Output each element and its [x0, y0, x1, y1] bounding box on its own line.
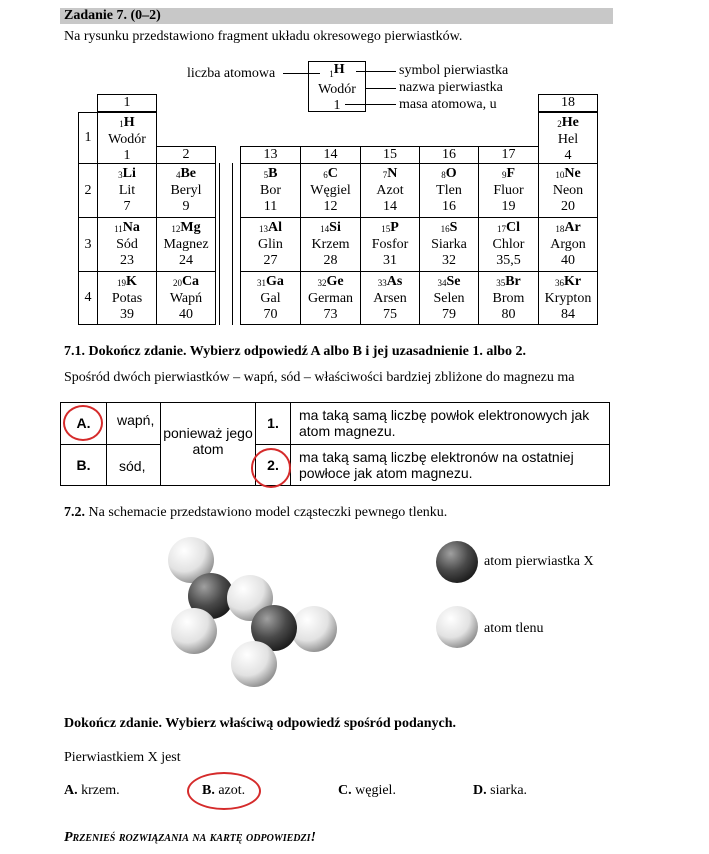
atomic-mass: 24 [179, 253, 193, 268]
atomic-number: 20 [172, 278, 182, 288]
q72-option-b-letter: B. [202, 783, 215, 798]
element-symbol: Be [180, 166, 197, 181]
element-symbol: Ge [326, 274, 344, 289]
period-number-4: 4 [78, 271, 98, 325]
element-symbol: Na [122, 220, 140, 235]
period-number-2: 2 [78, 163, 98, 218]
q72-title-number: 7.2. [64, 505, 85, 520]
element-name: Selen [433, 291, 465, 306]
element-name: Tlen [436, 183, 462, 198]
element-symbol: P [390, 220, 399, 235]
element-name: German [307, 291, 354, 306]
element-symbol: Se [446, 274, 461, 289]
q71-reason-1-text: ma taką samą liczbę powłok elektronowych jak atom magnezu. [290, 402, 610, 445]
atomic-number: 33 [377, 278, 387, 288]
legend-oxygen-label: atom tlenu [484, 621, 544, 636]
element-name: Hel [557, 132, 579, 147]
legend-name-label: nazwa pierwiastka [399, 80, 503, 95]
atomic-number: 16 [440, 224, 450, 234]
element-name: Krzem [311, 237, 350, 252]
atomic-mass: 11 [263, 199, 278, 214]
atomic-mass: 28 [323, 253, 338, 268]
element-name: Glin [258, 237, 283, 252]
atomic-mass: 14 [383, 199, 397, 214]
element-symbol: B [268, 166, 278, 181]
group-header-6: 16 [419, 146, 479, 164]
atomic-mass: 19 [501, 199, 516, 214]
atomic-mass: 40 [561, 253, 575, 268]
atomic-mass: 80 [501, 307, 516, 322]
q72-option-a-text: krzem. [81, 783, 120, 798]
atomic-mass: 73 [323, 307, 338, 322]
answer-circle-b [187, 772, 261, 810]
oxygen-atom [231, 641, 277, 687]
oxygen-atom [291, 606, 337, 652]
legend-x-atom [436, 541, 478, 583]
legend-symbol-label: symbol pierwiastka [399, 63, 509, 78]
q71-option-b-letter[interactable]: B. [60, 444, 107, 486]
atomic-number: 12 [171, 224, 181, 234]
footer-instruction: Przenieś rozwiązania na kartę odpowiedzi! [64, 830, 316, 845]
atomic-number: 35 [496, 278, 506, 288]
q72-instruction: Dokończ zdanie. Wybierz właściwą odpowiedź spośród podanych. [64, 716, 457, 731]
q71-reason-2-text: ma taką samą liczbę elektronów na ostatniej powłoce jak atom magnezu. [290, 444, 610, 486]
legend-name: Wodór [318, 81, 356, 97]
element-name: Siarka [431, 237, 467, 252]
element-name: Krypton [544, 291, 592, 306]
element-name: Lit [118, 183, 136, 198]
atomic-mass: 32 [442, 253, 456, 268]
element-symbol: Ne [564, 166, 581, 181]
element-symbol: H [123, 115, 135, 130]
q72-option-a[interactable] [64, 783, 120, 799]
atomic-mass: 70 [263, 307, 278, 322]
element-name: Fluor [493, 183, 524, 198]
element-symbol: Mg [180, 220, 201, 235]
q71-reason-2-number[interactable]: 2. [255, 444, 291, 486]
group-header-5: 15 [360, 146, 420, 164]
group-header-2: 2 [156, 146, 216, 164]
atomic-number: 19 [117, 278, 127, 288]
atomic-mass: 31 [383, 253, 397, 268]
element-symbol: N [387, 166, 398, 181]
q72-option-c-letter: C. [338, 783, 352, 798]
element-symbol: Kr [563, 274, 582, 289]
atomic-number: 15 [381, 224, 391, 234]
atomic-mass: 35,5 [496, 253, 521, 268]
group-header-3: 13 [240, 146, 301, 164]
element-name: Sód [116, 237, 138, 252]
element-name: Arsen [373, 291, 407, 306]
element-symbol: As [386, 274, 403, 289]
atomic-mass: 4 [564, 148, 572, 163]
atomic-mass: 7 [123, 199, 131, 214]
atomic-mass: 40 [179, 307, 193, 322]
element-symbol: Ga [266, 274, 284, 289]
element-name: Beryl [170, 183, 202, 198]
element-name: Bor [260, 183, 281, 198]
element-name: Magnez [163, 237, 209, 252]
element-symbol: He [561, 115, 579, 130]
q71-option-a-letter[interactable]: A. [60, 402, 107, 445]
atomic-number: 32 [317, 278, 327, 288]
legend-x-label: atom pierwiastka X [484, 554, 594, 569]
q71-stem: Spośród dwóch pierwiastków – wapń, sód – właściwości bardziej zbliżone do magnezu ma [64, 370, 575, 385]
legend-symbol: H [333, 62, 345, 77]
element-symbol: Al [268, 220, 282, 235]
period-number-3: 3 [78, 217, 98, 272]
atomic-mass: 20 [561, 199, 575, 214]
element-symbol: O [445, 166, 457, 181]
atomic-mass: 16 [442, 199, 456, 214]
element-symbol: Br [505, 274, 521, 289]
element-name: Gal [260, 291, 281, 306]
atomic-number: 7 [382, 170, 388, 180]
atomic-mass: 84 [561, 307, 575, 322]
element-symbol: C [327, 166, 338, 181]
q72-option-c[interactable] [338, 783, 396, 799]
atomic-mass: 39 [120, 307, 134, 322]
q72-title-text: Na schemacie przedstawiono model cząsteczki pewnego tlenku. [88, 505, 448, 520]
q71-option-a-text: wapń, [106, 402, 161, 445]
element-name: Potas [111, 291, 143, 306]
atomic-number: 3 [118, 170, 123, 180]
atomic-number: 34 [437, 278, 447, 288]
atomic-number: 5 [263, 170, 269, 180]
atomic-number: 10 [555, 170, 565, 180]
q72-option-d-letter: D. [473, 783, 487, 798]
group-header-4: 14 [300, 146, 361, 164]
atomic-mass: 1 [123, 148, 131, 163]
element-name: Fosfor [371, 237, 409, 252]
element-symbol: F [506, 166, 516, 181]
element-name: Neon [552, 183, 584, 198]
element-symbol: Ca [181, 274, 200, 289]
element-symbol: S [449, 220, 458, 235]
q71-reason-1-number[interactable]: 1. [255, 402, 291, 445]
element-name: Wodór [108, 132, 146, 147]
legend-mass-label: masa atomowa, u [399, 97, 497, 112]
atomic-mass: 9 [182, 199, 190, 214]
atomic-number: 8 [441, 170, 446, 180]
atomic-number: 13 [259, 224, 268, 234]
atomic-number: 4 [175, 170, 181, 180]
task-header: Zadanie 7. (0–2) [60, 8, 613, 24]
oxygen-atom [171, 608, 217, 654]
atomic-mass: 23 [120, 253, 134, 268]
element-symbol: Ar [564, 220, 581, 235]
atomic-mass: 79 [442, 307, 456, 322]
q72-option-a-letter: A. [64, 783, 78, 798]
legend-mass: 1 [333, 97, 341, 113]
atomic-number: 17 [497, 224, 506, 234]
q72-option-d[interactable] [473, 783, 527, 799]
q72-option-c-text: węgiel. [355, 783, 396, 798]
element-symbol: Li [122, 166, 136, 181]
element-name: Węgiel [310, 183, 351, 198]
atomic-number: 9 [501, 170, 507, 180]
atomic-number: 18 [555, 224, 565, 234]
period-number-1: 1 [78, 112, 98, 164]
atomic-number: 31 [257, 278, 267, 288]
group-header-1: 1 [97, 94, 157, 112]
atomic-number: 14 [320, 224, 330, 234]
task-intro: Na rysunku przedstawiono fragment układu okresowego pierwiastków. [64, 29, 463, 44]
element-symbol: K [126, 274, 137, 289]
atomic-number: 36 [554, 278, 564, 288]
element-name: Chlor [492, 237, 525, 252]
q72-option-d-text: siarka. [490, 783, 528, 798]
atomic-number: 11 [114, 224, 123, 234]
q71-because: ponieważ jego atom [160, 402, 256, 486]
group-header-7: 17 [478, 146, 539, 164]
q72-option-b-text: azot. [218, 783, 246, 798]
element-name: Brom [492, 291, 525, 306]
atomic-number: 1 [119, 119, 124, 129]
atomic-mass: 27 [263, 253, 278, 268]
element-symbol: Si [329, 220, 341, 235]
q71-title: 7.1. Dokończ zdanie. Wybierz odpowiedź A albo B i jej uzasadnienie 1. albo 2. [64, 344, 527, 359]
atomic-mass: 12 [323, 199, 338, 214]
element-symbol: Cl [506, 220, 520, 235]
atomic-number: 6 [323, 170, 328, 180]
group-header-8: 18 [538, 94, 598, 112]
atomic-number: 2 [557, 119, 562, 129]
element-name: Argon [550, 237, 586, 252]
legend-atomic-number-label: liczba atomowa [187, 66, 276, 81]
element-name: Wapń [169, 291, 203, 306]
element-name: Azot [376, 183, 404, 198]
q71-option-b-text: sód, [106, 444, 161, 486]
q72-stem: Pierwiastkiem X jest [64, 750, 181, 765]
atomic-mass: 75 [383, 307, 397, 322]
legend-oxygen-atom [436, 606, 478, 648]
legend-number: 1 [329, 68, 334, 79]
